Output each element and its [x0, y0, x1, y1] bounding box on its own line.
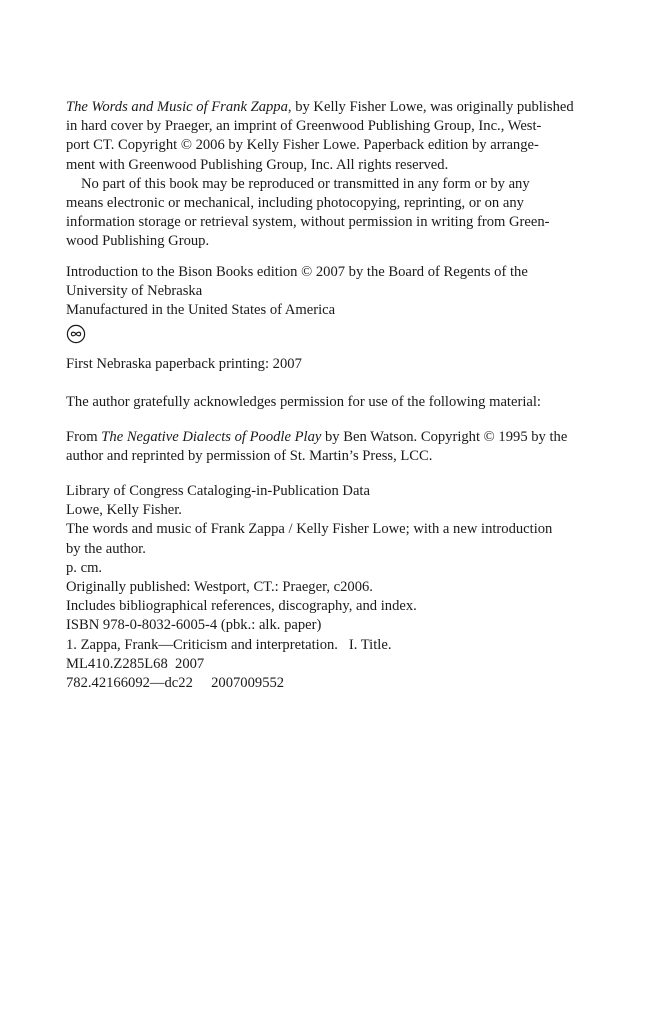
intro-line: University of Nebraska [66, 283, 203, 300]
rights-line: No part of this book may be reproduced or transmitted in any form or by any [81, 175, 530, 192]
notice-line: in hard cover by Praeger, an imprint of Greenwood Publishing Group, Inc., West- [66, 118, 542, 135]
acknowledgment [66, 393, 602, 412]
notice-line: ment with Greenwood Publishing Group, Inc. All rights reserved. [66, 156, 449, 173]
introduction-notice [66, 263, 602, 321]
permission-notice [66, 428, 602, 466]
acid-free-paper-infinity-icon [66, 324, 90, 348]
cip-line: ML410.Z285L68 2007 [66, 655, 205, 672]
cip-line: by the author. [66, 540, 146, 557]
manufactured-line: Manufactured in the United States of America [66, 302, 336, 319]
cited-title: The Negative Dialects of Poodle Play [101, 429, 322, 445]
cip-line: 782.42166092—dc22 2007009552 [66, 675, 285, 692]
cip-line: The words and music of Frank Zappa / Kelly Fisher Lowe; with a new introduction [66, 521, 553, 538]
rights-line: wood Publishing Group. [66, 233, 210, 250]
notice-line [66, 98, 602, 117]
cip-line: 1. Zappa, Frank—Criticism and interpretation. I. Title. [66, 636, 392, 653]
cip-line: Library of Congress Cataloging-in-Publication Data [66, 483, 370, 499]
cip-line: Lowe, Kelly Fisher. [66, 502, 182, 519]
printing-text: First Nebraska paperback printing: 2007 [66, 356, 302, 372]
notice-text: , by Kelly Fisher Lowe, was originally published [287, 99, 574, 115]
permission-line: author and reprinted by permission of St. Martin’s Press, LCC. [66, 448, 433, 465]
book-title: The Words and Music of Frank Zappa [66, 99, 288, 115]
rights-line: information storage or retrieval system, without permission in writing from Green- [66, 214, 550, 231]
cip-line: p. cm. [66, 559, 103, 576]
cip-line: ISBN 978-0-8032-6005-4 (pbk.: alk. paper) [66, 617, 322, 634]
publication-notice [66, 98, 602, 252]
permission-text: by Ben Watson. Copyright © 1995 by the [321, 429, 568, 445]
cip-line: Includes bibliographical references, discography, and index. [66, 598, 417, 615]
permission-line [66, 428, 602, 447]
rights-line: means electronic or mechanical, including photocopying, reprinting, or on any [66, 195, 524, 212]
printing-line [66, 355, 602, 374]
permission-prefix: From [66, 429, 102, 445]
acknowledgment-text: The author gratefully acknowledges permission for use of the following material: [66, 394, 541, 410]
notice-line: port CT. Copyright © 2006 by Kelly Fisher Lowe. Paperback edition by arrange- [66, 137, 539, 154]
intro-line: Introduction to the Bison Books edition © 2007 by the Board of Regents of the [66, 264, 528, 280]
cataloging-data [66, 482, 602, 693]
cip-line: Originally published: Westport, CT.: Praeger, c2006. [66, 579, 373, 596]
